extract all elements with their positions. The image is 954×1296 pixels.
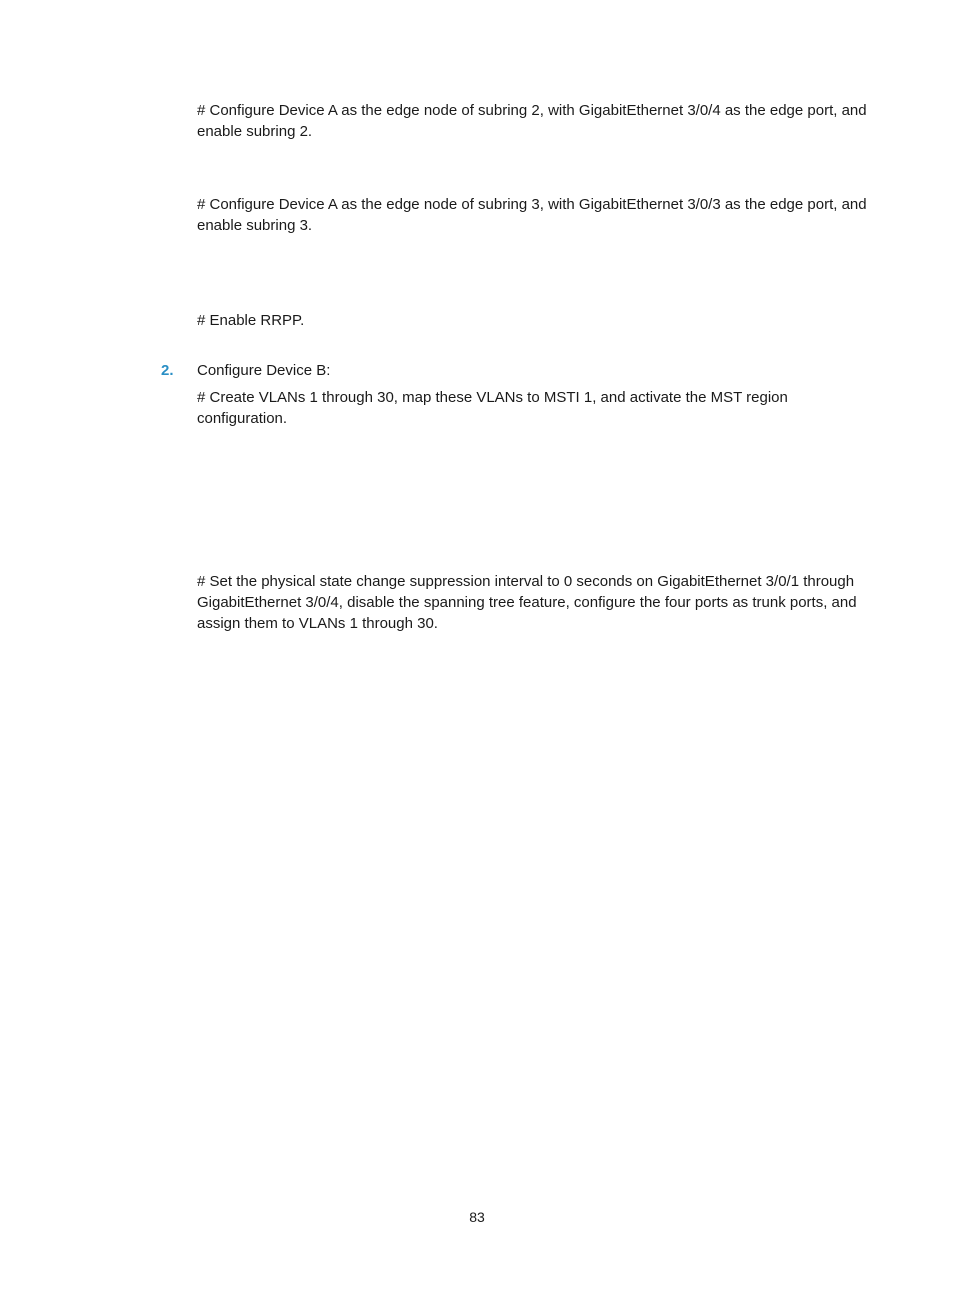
paragraph-create-vlans: # Create VLANs 1 through 30, map these VLANs to MSTI 1, and activate the MST region configuration. [197,389,788,427]
paragraph-subring-2: # Configure Device A as the edge node of subring 2, with GigabitEthernet 3/0/4 as the edge port, and enable subring 2. [197,102,867,140]
paragraph-suppression-interval: # Set the physical state change suppression interval to 0 seconds on GigabitEthernet 3/0/1 through GigabitEthernet 3/0/4, disable the spanning tree feature, configure the four ports as trunk ports, and assign them to VLANs 1 through 30. [197,573,857,632]
page-number: 83 [469,1209,485,1225]
paragraph-enable-rrpp: # Enable RRPP. [197,312,305,329]
step-number: 2. [161,362,174,379]
step-title: Configure Device B: [197,362,331,379]
paragraph-subring-3: # Configure Device A as the edge node of subring 3, with GigabitEthernet 3/0/3 as the edge port, and enable subring 3. [197,196,867,234]
